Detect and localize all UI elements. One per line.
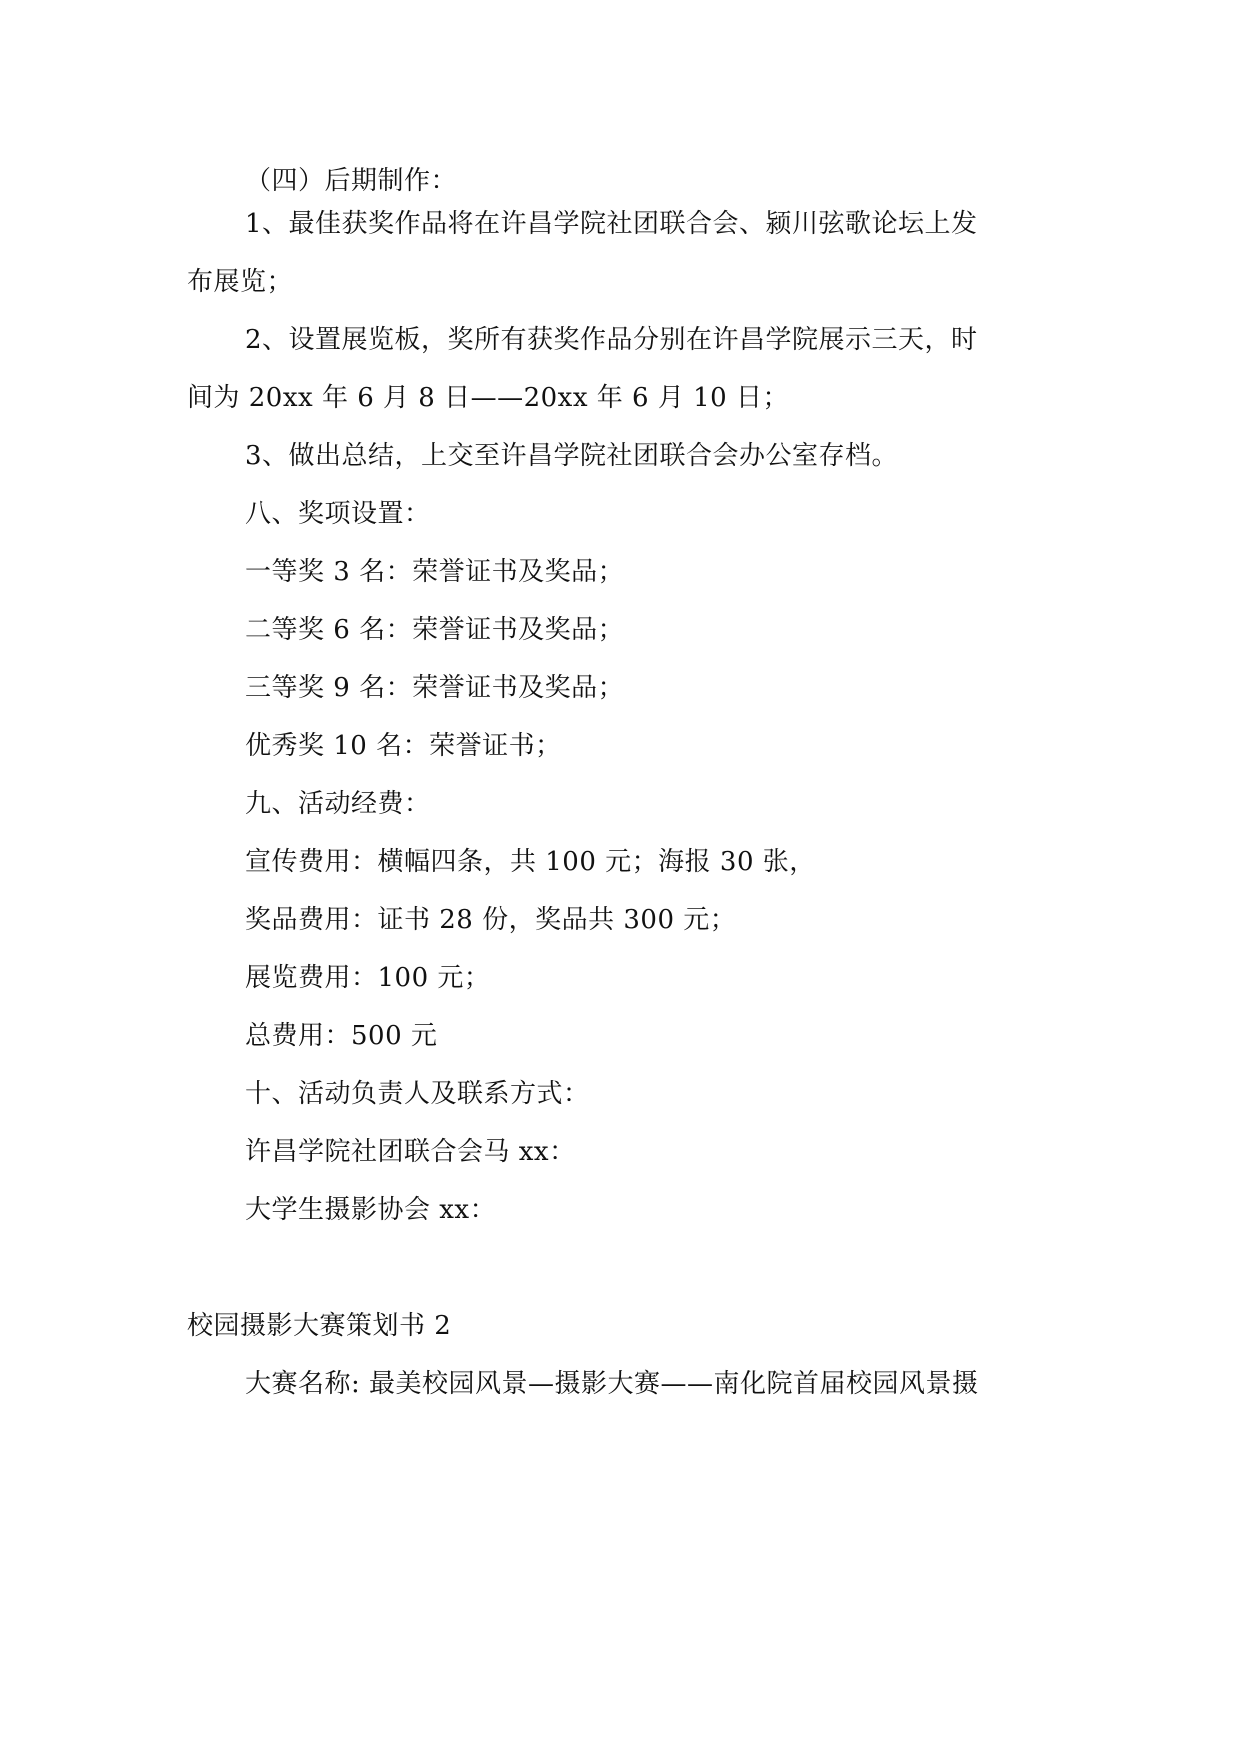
paragraph-line: 2、设置展览板，奖所有获奖作品分别在许昌学院展示三天，时 [245, 325, 978, 355]
budget-item: 奖品费用：证书 28 份，奖品共 300 元； [245, 905, 737, 935]
award-item: 三等奖 9 名：荣誉证书及奖品； [245, 673, 625, 703]
paragraph-line: 3、做出总结，上交至许昌学院社团联合会办公室存档。 [245, 441, 899, 471]
award-item: 一等奖 3 名：荣誉证书及奖品； [245, 557, 625, 587]
paragraph-line: 1、最佳获奖作品将在许昌学院社团联合会、颍川弦歌论坛上发 [245, 209, 978, 239]
paragraph-line: 大赛名称: 最美校园风景—摄影大赛——南化院首届校园风景摄 [245, 1369, 979, 1399]
section-heading-awards: 八、奖项设置： [245, 499, 431, 529]
award-item: 二等奖 6 名：荣誉证书及奖品； [245, 615, 625, 645]
contact-item: 许昌学院社团联合会马 xx： [245, 1137, 576, 1167]
document-title: 校园摄影大赛策划书 2 [187, 1311, 452, 1341]
budget-item: 宣传费用：横幅四条，共 100 元；海报 30 张， [245, 847, 816, 877]
contact-item: 大学生摄影协会 xx： [245, 1195, 497, 1225]
section-heading-budget: 九、活动经费： [245, 789, 431, 819]
section-heading-contacts: 十、活动负责人及联系方式： [245, 1079, 590, 1109]
section-heading-post-production: （四）后期制作： [245, 166, 458, 196]
budget-item: 展览费用：100 元； [245, 963, 491, 993]
award-item: 优秀奖 10 名：荣誉证书； [245, 731, 562, 761]
budget-total: 总费用：500 元 [245, 1021, 438, 1051]
paragraph-line: 布展览； [187, 267, 294, 297]
paragraph-line: 间为 20xx 年 6 月 8 日——20xx 年 6 月 10 日； [187, 383, 789, 413]
